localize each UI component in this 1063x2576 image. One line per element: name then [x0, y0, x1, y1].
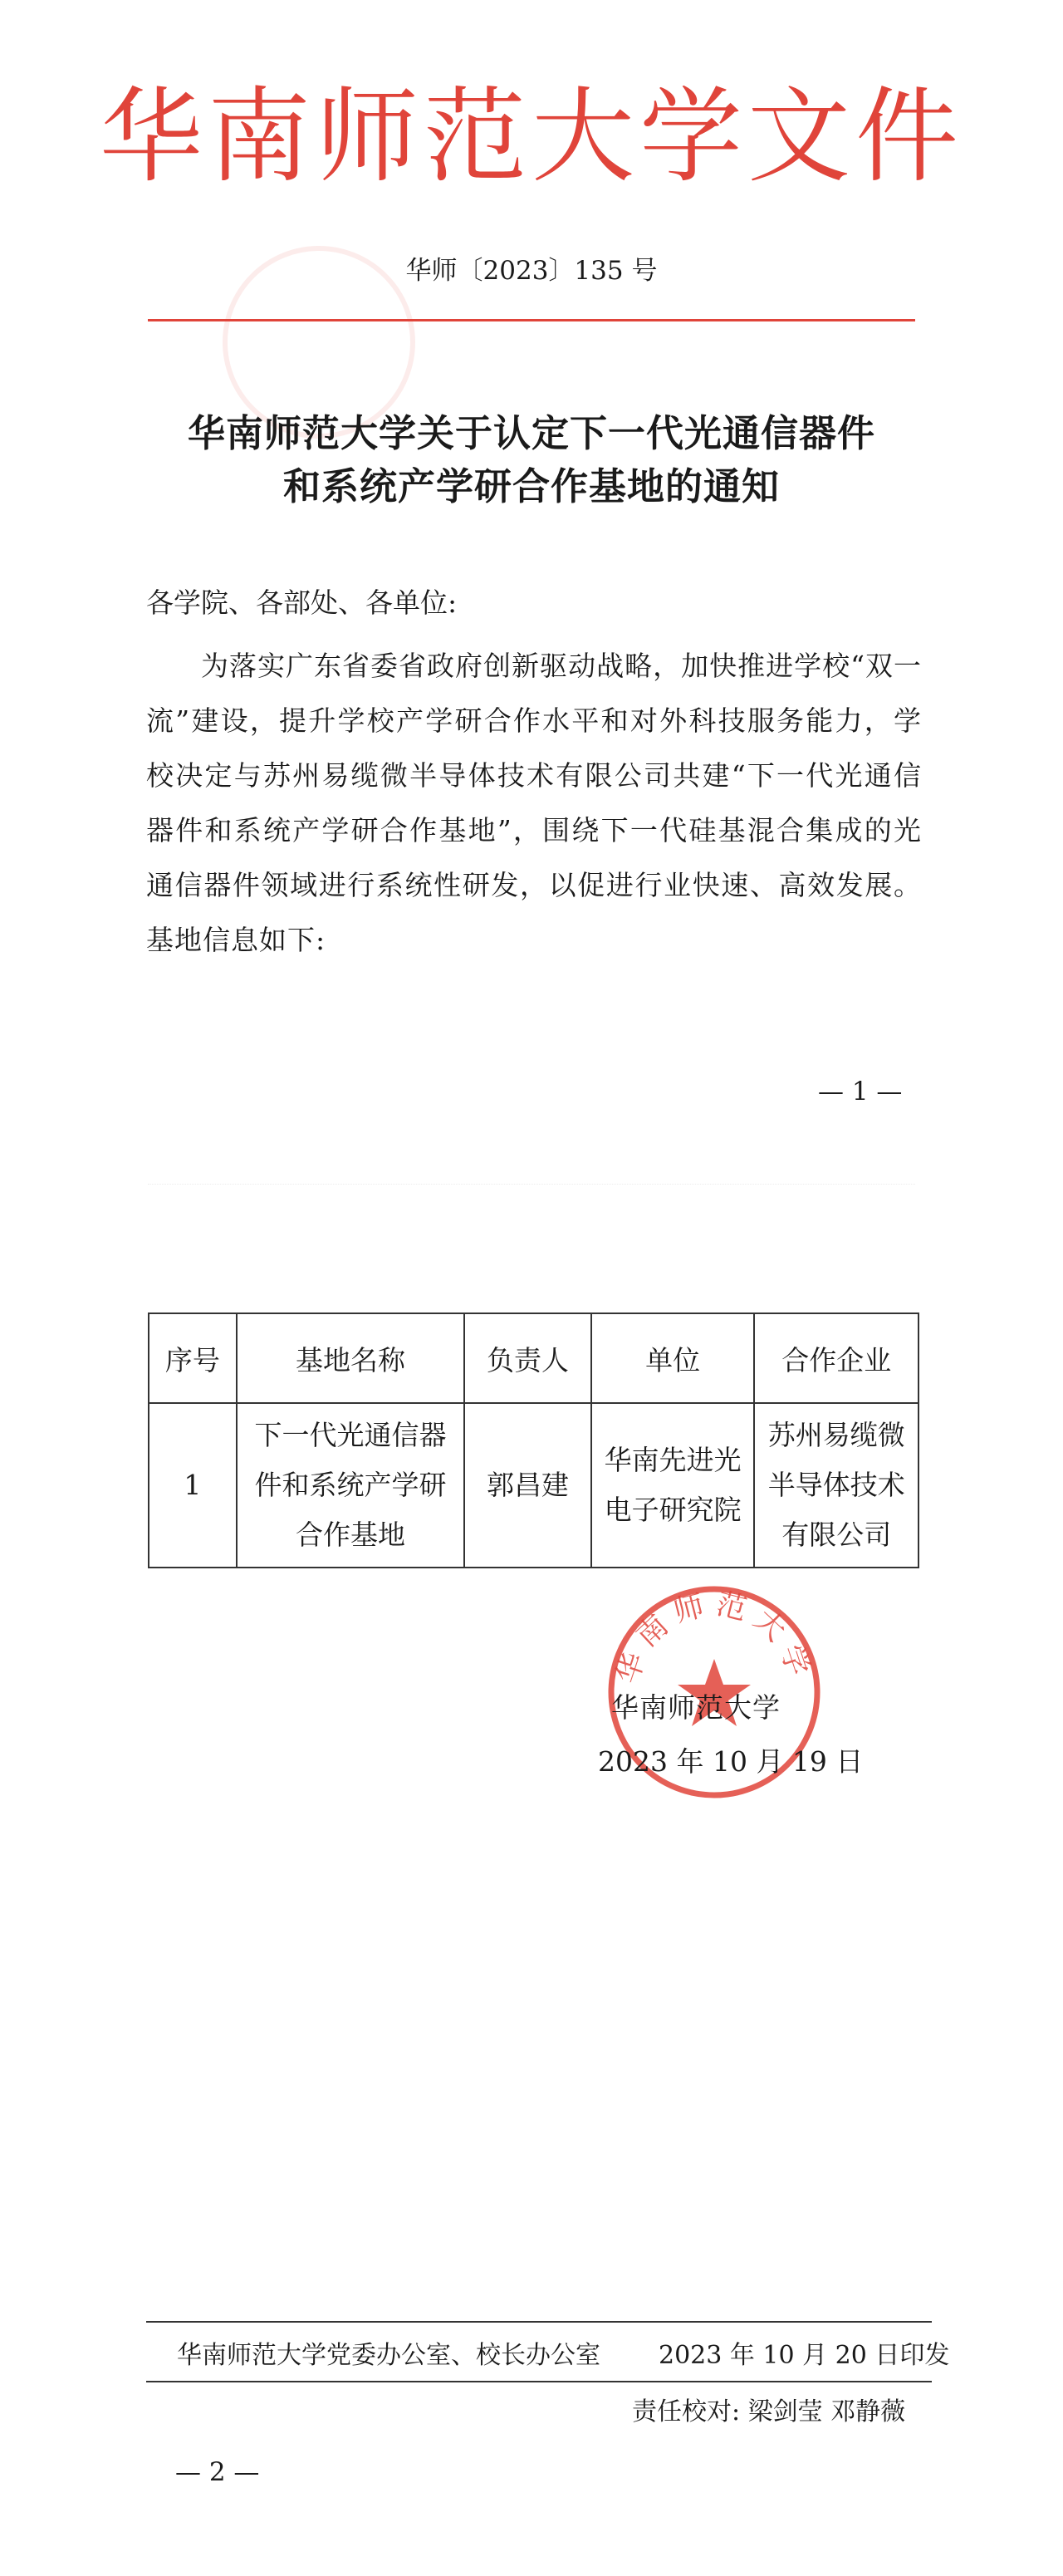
- cell-unit-line: 华南先进光: [604, 1444, 742, 1476]
- page-break: [148, 1184, 915, 1185]
- sign-date: 2023 年 10 月 19 日: [598, 1745, 864, 1778]
- footer-middle-rule: [146, 2381, 932, 2382]
- body-paragraph: 为落实广东省委省政府创新驱动战略，加快推进学校“双一流”建设，提升学校产学研合作水平和对外科技服务能力，学校决定与苏州易缆微半导体技术有限公司共建“下一代光通信器件和系统产学研合作基地”，围绕下一代硅基混合集成的光通信器件领域进行系统性研发，以促进行业快速、高效发展。基地信息如下:: [146, 650, 922, 956]
- notice-title-line-1: 华南师范大学关于认定下一代光通信器件: [187, 411, 875, 455]
- footer-proofreader: 责任校对: 梁剑莹 邓静薇: [632, 2397, 906, 2426]
- cell-base-name: [237, 1403, 464, 1568]
- cell-person: 郭昌建: [464, 1403, 591, 1568]
- cell-base-name-line: 合作基地: [295, 1519, 405, 1551]
- cell-unit-line: 电子研究院: [604, 1494, 742, 1526]
- column-header-partner: 合作企业: [754, 1313, 918, 1403]
- cell-base-name-line: 件和系统产学研: [254, 1469, 447, 1501]
- salutation: 各学院、各部处、各单位:: [146, 586, 458, 619]
- table-row: [149, 1403, 918, 1568]
- footer-issuer: 华南师范大学党委办公室、校长办公室: [177, 2341, 600, 2370]
- document-header-title: 华南师范大学文件: [99, 77, 963, 197]
- notice-title-line-2: 和系统产学研合作基地的通知: [282, 464, 780, 508]
- cell-index: 1: [149, 1403, 237, 1568]
- page-number-2: — 2 —: [175, 2457, 260, 2487]
- header-red-divider: [148, 319, 915, 321]
- cell-base-name-line: 下一代光通信器: [254, 1419, 447, 1451]
- seal-text: 华南师范大学: [610, 1587, 818, 1688]
- column-header-unit: 单位: [591, 1313, 755, 1403]
- column-header-base-name: 基地名称: [237, 1313, 464, 1403]
- table-header-row: [149, 1313, 918, 1403]
- notice-title: [0, 407, 1063, 513]
- footer-print-date: 2023 年 10 月 20 日印发: [659, 2341, 950, 2370]
- footer-top-rule: [146, 2321, 932, 2323]
- column-header-index: 序号: [149, 1313, 237, 1403]
- column-header-person: 负责人: [464, 1313, 591, 1403]
- cell-partner-line: 半导体技术: [767, 1469, 905, 1501]
- signer-organization: 华南师范大学: [611, 1691, 781, 1724]
- base-info-table: [148, 1313, 919, 1568]
- document-number: 华师〔2023〕135 号: [405, 256, 658, 286]
- cell-partner-line: 苏州易缆微: [767, 1419, 905, 1451]
- cell-partner: [754, 1403, 918, 1568]
- page-number-1: — 1 —: [818, 1077, 903, 1106]
- cell-unit: [591, 1403, 755, 1568]
- cell-partner-line: 有限公司: [781, 1519, 892, 1551]
